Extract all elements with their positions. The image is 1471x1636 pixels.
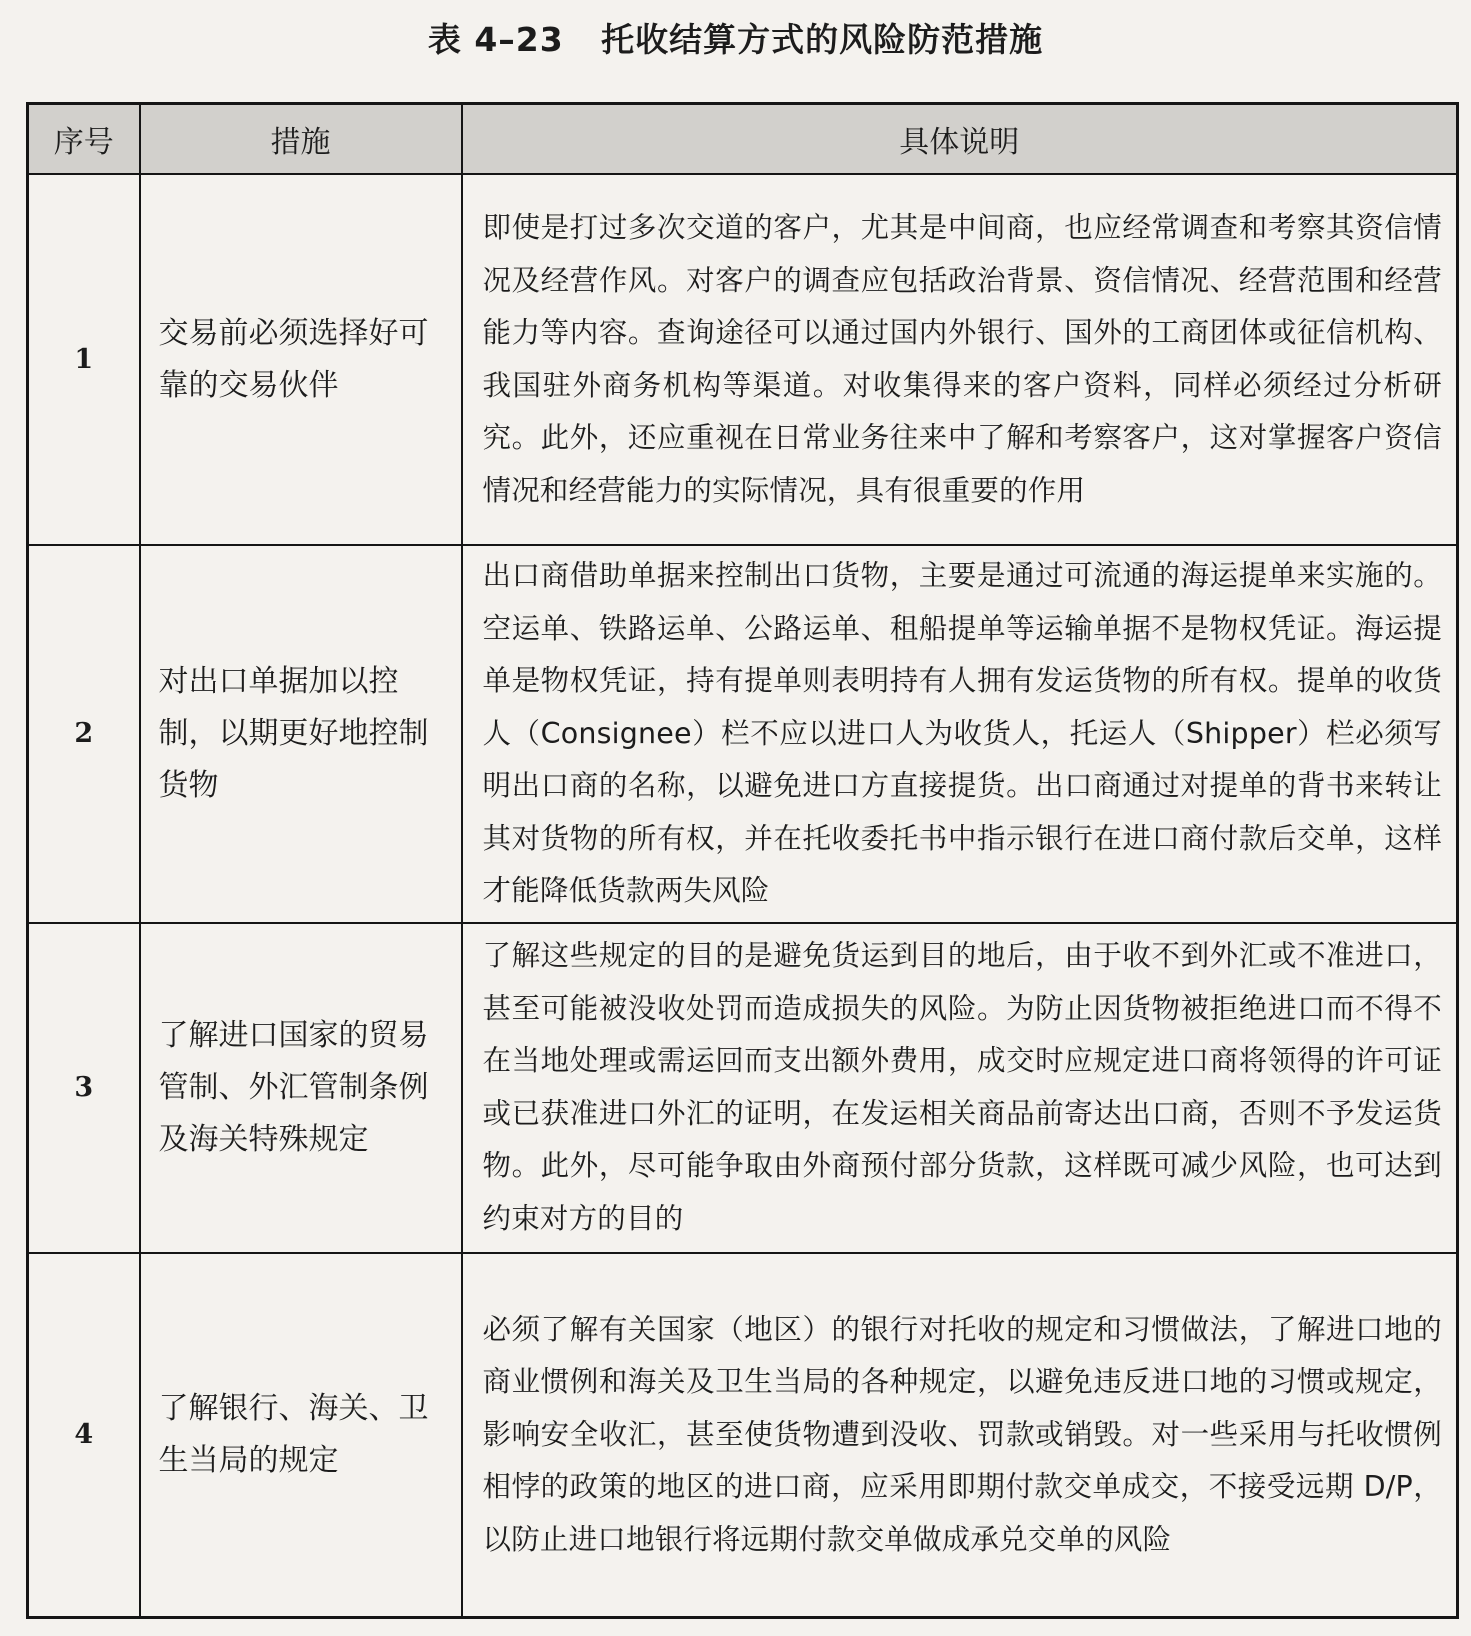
table-row [28,174,1458,545]
row-measure: 了解进口国家的贸易管制、外汇管制条例及海关特殊规定 [140,923,462,1253]
row-number: 2 [28,545,140,923]
table-row [28,923,1458,1253]
row-description: 出口商借助单据来控制出口货物，主要是通过可流通的海运提单来实施的。空运单、铁路运单、公路运单、租船提单等运输单据不是物权凭证。海运提单是物权凭证，持有提单则表明持有人拥有发运货物的所有权。提单的收货人（Consignee）栏不应以进口人为收货人，托运人（Shipper）栏必须写明出口商的名称，以避免进口方直接提货。出口商通过对提单的背书来转让其对货物的所有权，并在托收委托书中指示银行在进口商付款后交单，这样才能降低货款两失风险 [462,545,1458,923]
table-row [28,1253,1458,1618]
header-measure: 措施 [140,104,462,175]
row-number: 4 [28,1253,140,1618]
row-number: 3 [28,923,140,1253]
table-row [28,545,1458,923]
table-title: 表 4–23 托收结算方式的风险防范措施 [427,20,1044,59]
row-measure: 交易前必须选择好可靠的交易伙伴 [140,174,462,545]
row-description: 即使是打过多次交道的客户，尤其是中间商，也应经常调查和考察其资信情况及经营作风。对客户的调查应包括政治背景、资信情况、经营范围和经营能力等内容。查询途径可以通过国内外银行、国外的工商团体或征信机构、我国驻外商务机构等渠道。对收集得来的客户资料，同样必须经过分析研究。此外，还应重视在日常业务往来中了解和考察客户，这对掌握客户资信情况和经营能力的实际情况，具有很重要的作用 [462,174,1458,545]
risk-measures-table [26,102,1459,1619]
row-number: 1 [28,174,140,545]
row-description: 必须了解有关国家（地区）的银行对托收的规定和习惯做法，了解进口地的商业惯例和海关及卫生当局的各种规定，以避免违反进口地的习惯或规定，影响安全收汇，甚至使货物遭到没收、罚款或销毁。对一些采用与托收惯例相悖的政策的地区的进口商，应采用即期付款交单成交，不接受远期 D/P，以防止进口地银行将远期付款交单做成承兑交单的风险 [462,1253,1458,1618]
header-number: 序号 [28,104,140,175]
row-measure: 对出口单据加以控制，以期更好地控制货物 [140,545,462,923]
row-description: 了解这些规定的目的是避免货运到目的地后，由于收不到外汇或不准进口，甚至可能被没收处罚而造成损失的风险。为防止因货物被拒绝进口而不得不在当地处理或需运回而支出额外费用，成交时应规定进口商将领得的许可证或已获准进口外汇的证明，在发运相关商品前寄达出口商，否则不予发运货物。此外，尽可能争取由外商预付部分货款，这样既可减少风险，也可达到约束对方的目的 [462,923,1458,1253]
row-measure: 了解银行、海关、卫生当局的规定 [140,1253,462,1618]
table-header-row [28,104,1458,175]
header-description: 具体说明 [462,104,1458,175]
